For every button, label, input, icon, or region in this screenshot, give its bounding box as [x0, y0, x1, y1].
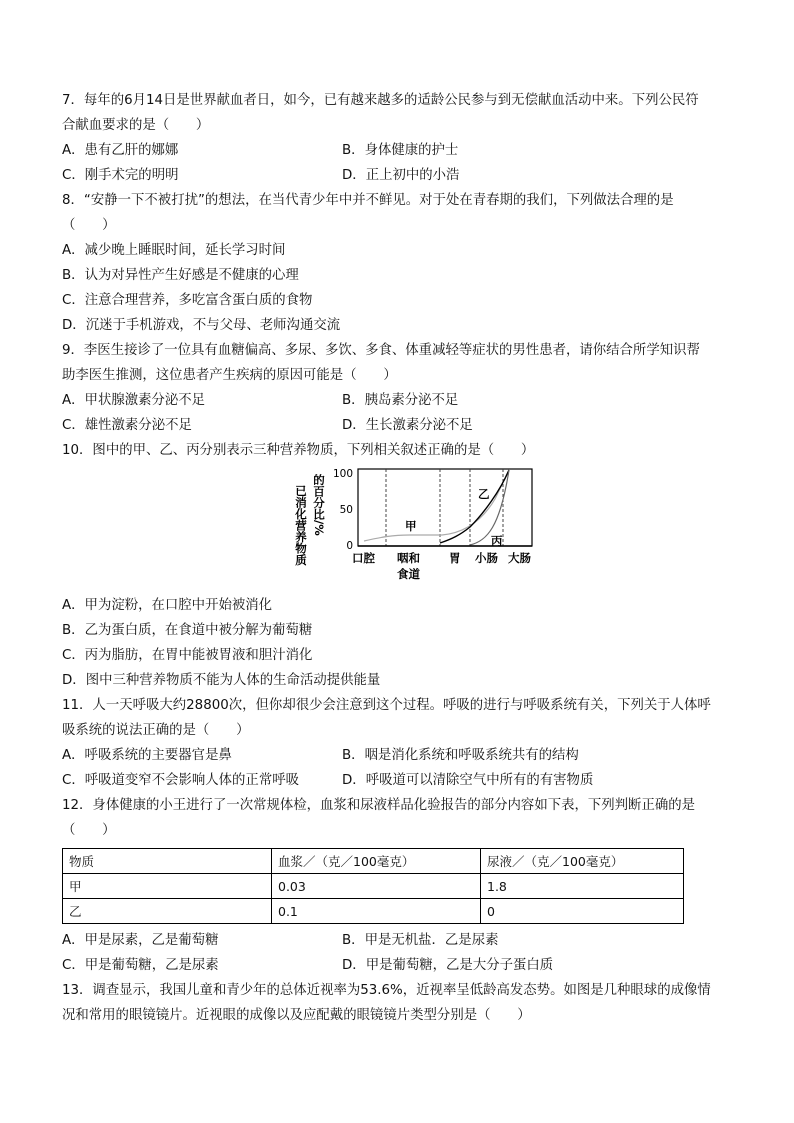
q8-option-b: B．认为对异性产生好感是不健康的心理 [62, 268, 299, 283]
q8-option-c: C．注意合理营养，多吃富含蛋白质的食物 [62, 293, 313, 308]
table-cell: 0.03 [272, 874, 481, 899]
q12-option-b: B．甲是无机盐．乙是尿素 [342, 933, 499, 948]
y-tick-100: 100 [332, 468, 353, 480]
q10-option-a: A．甲为淀粉，在口腔中开始被消化 [62, 598, 273, 613]
question-13-stem-cont: 况和常用的眼镜镜片。近视眼的成像以及应配戴的眼镜镜片类型分别是（ ） [62, 1008, 531, 1023]
question-12-stem: 12．身体健康的小王进行了一次常规体检，血浆和尿液样品化验报告的部分内容如下表，下列判断正确的是 [62, 798, 696, 813]
curve-yi [440, 470, 509, 543]
question-12 [62, 793, 734, 978]
question-9-stem: 9．李医生接诊了一位具有血糖偏高、多尿、多饮、多食、体重减轻等症状的男性患者，请你结合所学知识帮 [62, 343, 700, 358]
question-7-stem-cont: 合献血要求的是（ ） [62, 118, 210, 133]
q9-option-d: D．生长激素分泌不足 [342, 418, 473, 433]
lab-report-table [62, 848, 684, 924]
q11-option-b: B．咽是消化系统和呼吸系统共有的结构 [342, 748, 579, 763]
q10-option-c: C．丙为脂肪，在胃中能被胃液和胆汁消化 [62, 648, 313, 663]
x-label-mouth: 口腔 [352, 551, 375, 565]
question-9 [62, 338, 734, 438]
x-label-small-intestine: 小肠 [475, 551, 498, 565]
table-cell: 乙 [63, 899, 272, 924]
table-cell: 1.8 [481, 874, 684, 899]
question-7-stem: 7．每年的6月14日是世界献血者日，如今，已有越来越多的适龄公民参与到无偿献血活动中来。下列公民符 [62, 93, 699, 108]
curve-label-yi: 乙 [478, 487, 490, 501]
question-11 [62, 693, 734, 793]
question-10 [62, 438, 734, 693]
q8-option-d: D．沉迷于手机游戏，不与父母、老师沟通交流 [62, 318, 341, 333]
table-header-cell: 尿液／（克／100毫克） [481, 849, 684, 874]
q11-option-a: A．呼吸系统的主要器官是鼻 [62, 748, 232, 763]
table-header-cell: 血浆／（克／100毫克） [272, 849, 481, 874]
x-label-stomach: 胃 [449, 551, 461, 565]
q9-option-a: A．甲状腺激素分泌不足 [62, 393, 206, 408]
x-label-esophagus: 食道 [397, 567, 420, 581]
q8-option-a: A．减少晚上睡眠时间，延长学习时间 [62, 243, 286, 258]
q11-option-d: D．呼吸道可以清除空气中所有的有害物质 [342, 773, 594, 788]
q11-option-c: C．呼吸道变窄不会影响人体的正常呼吸 [62, 773, 299, 788]
question-8-stem: 8．“安静一下不被打扰”的想法，在当代青少年中并不鲜见。对于处在青春期的我们，下列做法合理的是 [62, 193, 674, 208]
digestion-curve-diagram [292, 463, 568, 593]
digestion-figure [62, 463, 734, 593]
figure-ylabel-col1: 已消化营养物质 [294, 485, 308, 566]
table-header-row [63, 849, 684, 874]
question-8 [62, 188, 734, 338]
table-cell: 0 [481, 899, 684, 924]
q7-option-d: D．正上初中的小浩 [342, 168, 460, 183]
x-label-pharynx: 咽和 [397, 551, 420, 565]
question-13-stem: 13．调查显示，我国儿童和青少年的总体近视率为53.6%，近视率呈低龄高发态势。如图是几种眼球的成像情 [62, 983, 711, 998]
y-tick-50: 50 [339, 504, 353, 516]
q10-option-b: B．乙为蛋白质，在食道中被分解为葡萄糖 [62, 623, 313, 638]
q7-option-c: C．刚手术完的明明 [62, 168, 179, 183]
question-9-stem-cont: 助李医生推测，这位患者产生疾病的原因可能是（ ） [62, 368, 397, 383]
question-12-stem-cont: （ ） [62, 823, 116, 838]
q10-option-d: D．图中三种营养物质不能为人体的生命活动提供能量 [62, 673, 381, 688]
q9-option-c: C．雄性激素分泌不足 [62, 418, 192, 433]
y-tick-0: 0 [346, 540, 353, 552]
table-header-cell: 物质 [63, 849, 272, 874]
table-cell: 甲 [63, 874, 272, 899]
question-11-stem-cont: 吸系统的说法正确的是（ ） [62, 723, 250, 738]
question-13 [62, 978, 734, 1028]
curve-label-jia: 甲 [405, 519, 417, 533]
q12-option-c: C．甲是葡萄糖，乙是尿素 [62, 958, 219, 973]
table-row [63, 899, 684, 924]
question-10-stem: 10．图中的甲、乙、丙分别表示三种营养物质，下列相关叙述正确的是（ ） [62, 443, 535, 458]
exam-page [62, 88, 734, 1028]
table-row [63, 874, 684, 899]
question-11-stem: 11．人一天呼吸大约28800次，但你却很少会注意到这个过程。呼吸的进行与呼吸系统有关，下列关于人体呼 [62, 698, 711, 713]
q7-option-b: B．身体健康的护士 [342, 143, 459, 158]
question-7 [62, 88, 734, 188]
q12-option-a: A．甲是尿素，乙是葡萄糖 [62, 933, 219, 948]
q12-option-d: D．甲是葡萄糖，乙是大分子蛋白质 [342, 958, 554, 973]
q9-option-b: B．胰岛素分泌不足 [342, 393, 459, 408]
figure-ylabel-col2: 的百分比/% [312, 474, 326, 536]
q7-option-a: A．患有乙肝的娜娜 [62, 143, 179, 158]
x-label-large-intestine: 大肠 [508, 551, 531, 565]
curve-label-bing: 丙 [491, 534, 503, 548]
question-8-stem-cont: （ ） [62, 218, 116, 233]
table-cell: 0.1 [272, 899, 481, 924]
